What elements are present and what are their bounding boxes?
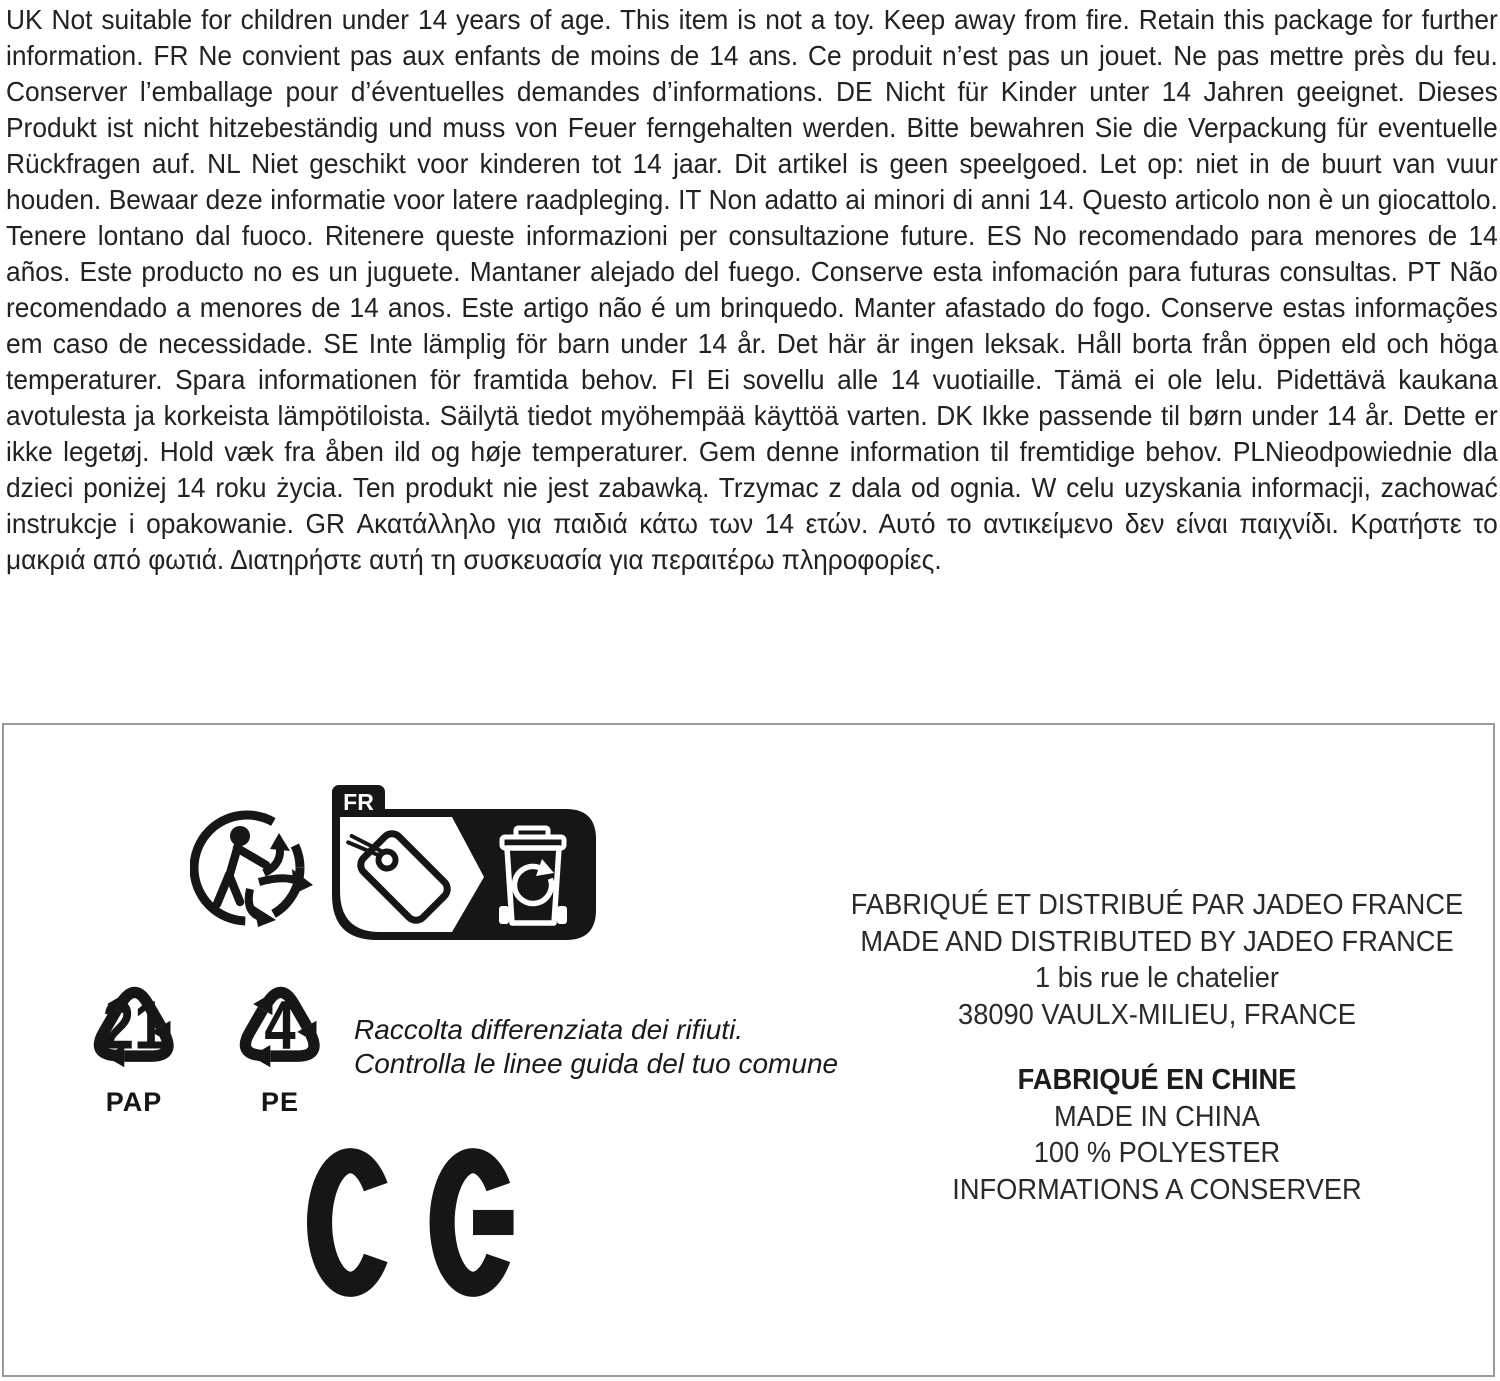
manufacturer-line: 38090 VAULX-MILIEU, FRANCE: [958, 998, 1356, 1031]
fr-tag-and-bin-sorting-icon: [332, 785, 596, 940]
safety-warnings-paragraph: UK Not suitable for children under 14 years of age. This item is not a toy. Keep away from fire. Retain this package for further information. FR Ne convient pas aux enfants de moins de 14 ans. Ce produit n’est pas un jouet. Ne pas mettre près du feu. Conserver l’emballage pour d’éventuelles demandes d’informations. DE Nicht für Kinder unter 14 Jahren geeignet. Dieses Produkt ist nicht hitzebeständig und muss von Feuer ferngehalten werden. Bitte bewahren Sie die Verpackung für eventuelle Rückfragen auf. NL Niet geschikt voor kinderen tot 14 jaar. Dit artikel is geen speelgoed. Let op: niet in de buurt van vuur houden. Bewaar deze informatie voor latere raadpleging. IT Non adatto ai minori di anni 14. Questo articolo non è un giocattolo. Tenere lontano dal fuoco. Ritenere queste informazioni per consultazione future. ES No recomendado para menores de 14 años. Este producto no es un juguete. Mantaner alejado del fuego. Conserve esta infomación para futuras consultas. PT Não recomendado a menores de 14 anos. Este artigo não é um brinquedo. Manter afastado do fogo. Conserve estas informações em caso de necessidade. SE Inte lämplig för barn under 14 år. Det här är ingen leksak. Håll borta från öppen eld och höga temperaturer. Spara informationen för framtida behov. FI Ei sovellu alle 14 vuotiaille. Tämä ei ole lelu. Pidettävä kaukana avotulesta ja korkeista lämpötiloista. Säilytä tiedot myöhempää käyttöä varten. DK Ikke passende til børn under 14 år. Dette er ikke legetøj. Hold væk fra åben ild og høje temperaturer. Gem denne information til fremtidige behov. PLNieodpowiednie dla dzieci poniżej 14 roku życia. Ten produkt nie jest zabawką. Trzymac z dala od ognia. W celu uzyskania informacji, zachować instrukcje i opakowanie. GR Ακατάλληλο για παιδιά κάτω των 14 ετών. Αυτό το αντικείμενο δεν είναι παιχνίδι. Κρατήστε το μακριά από φωτιά. Διατηρήστε αυτή τη συσκευασία για περαιτέρω πληροφορίες.: [6, 4, 1498, 575]
origin-line: MADE IN CHINA: [1053, 1100, 1260, 1133]
recycling-mobius-21-icon: [68, 971, 200, 1090]
manufacturer-block: [825, 887, 1489, 1033]
recycling-code-number: 21: [102, 987, 166, 1064]
sorting-note-line1: Raccolta differenziata dei rifiuti.: [354, 1014, 744, 1045]
sorting-note-italian: [354, 1013, 838, 1081]
ce-mark-icon: [307, 1145, 529, 1300]
origin-line: FABRIQUÉ EN CHINE: [1017, 1064, 1297, 1096]
recycling-code-material: PAP: [105, 1087, 163, 1117]
fr-tab-label: FR: [343, 789, 374, 815]
manufacturer-line: MADE AND DISTRIBUTED BY JADEO FRANCE: [860, 925, 1454, 958]
origin-line: 100 % POLYESTER: [1033, 1137, 1281, 1169]
origin-block: [825, 1062, 1489, 1208]
manufacturer-line: 1 bis rue le chatelier: [1035, 962, 1279, 994]
sorting-note-line2: Controlla le linee guida del tuo comune: [354, 1048, 839, 1079]
recycling-mobius-4-icon: [214, 971, 346, 1090]
recycling-code-material: PE: [260, 1087, 300, 1117]
triman-recycling-icon: [190, 805, 320, 935]
compliance-box: [2, 723, 1495, 1377]
origin-line: INFORMATIONS A CONSERVER: [952, 1173, 1362, 1206]
manufacturer-line: FABRIQUÉ ET DISTRIBUÉ PAR JADEO FRANCE: [850, 889, 1464, 921]
recycling-code-number: 4: [264, 987, 296, 1064]
